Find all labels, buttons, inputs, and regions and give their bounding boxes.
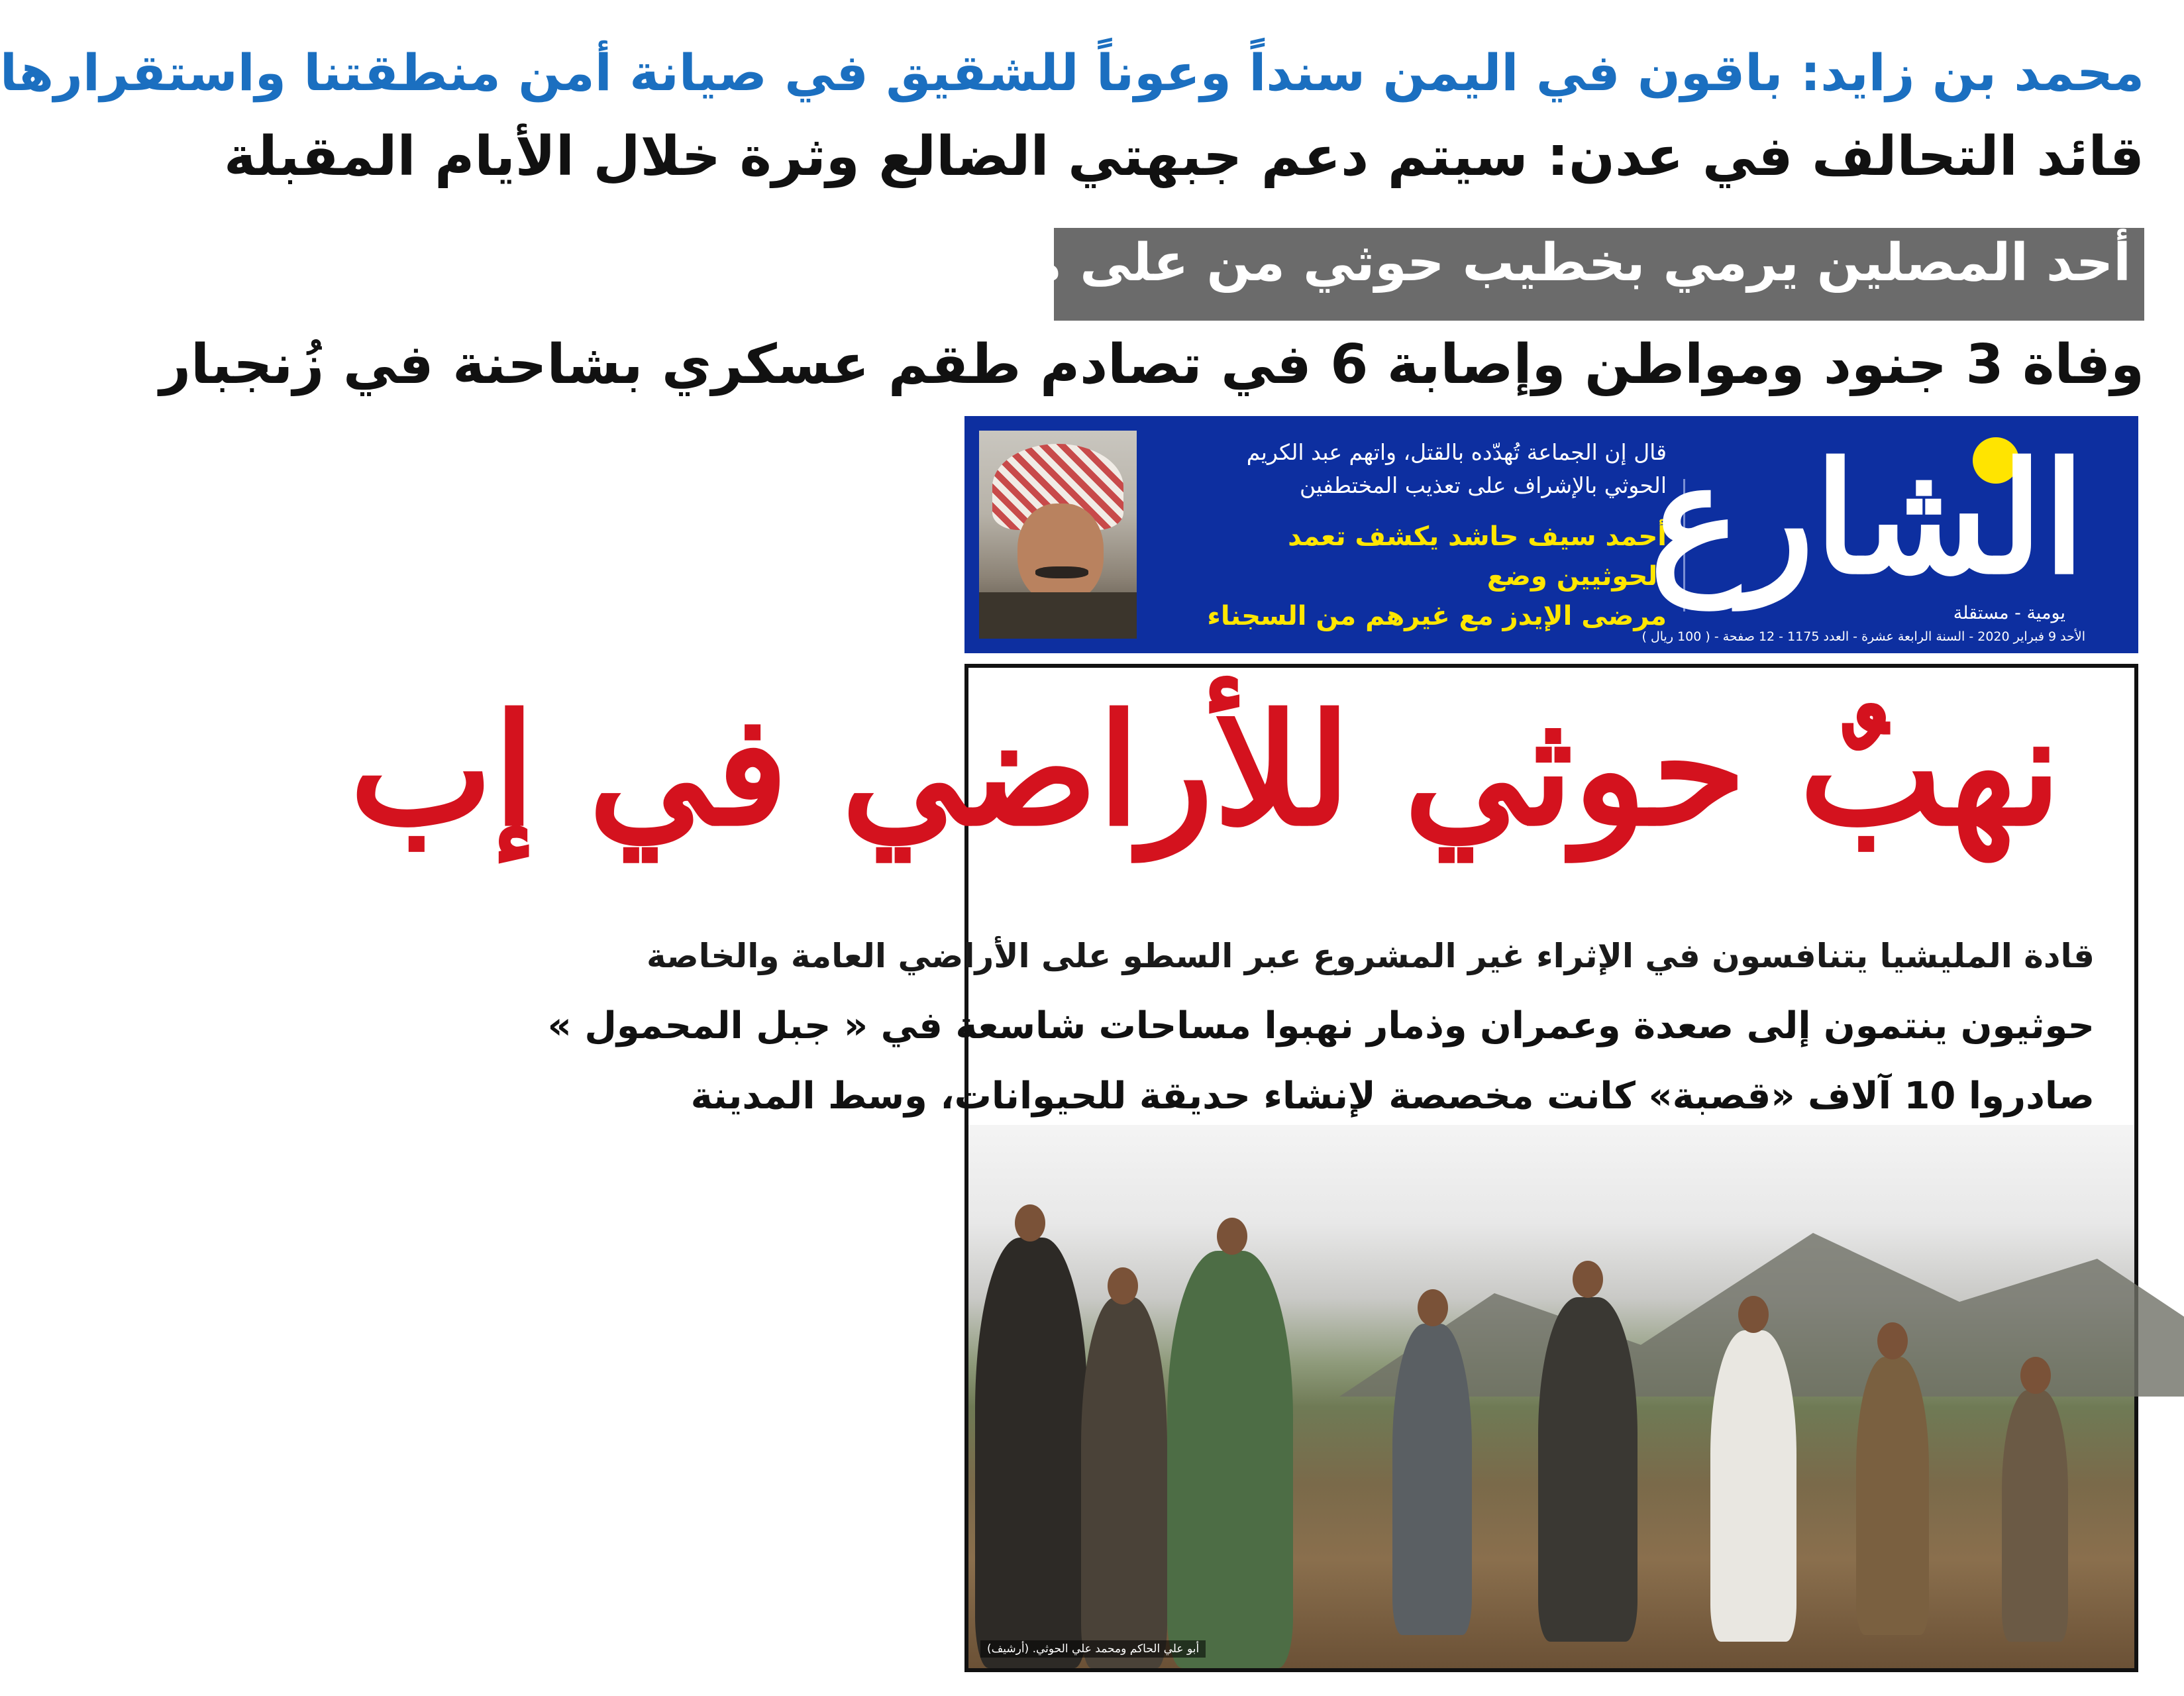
figure bbox=[1081, 1297, 1167, 1668]
masthead bbox=[964, 416, 2138, 653]
photo-caption: أبو علي الحاكم ومحمد علي الحوثي. (أرشيف) bbox=[980, 1640, 1206, 1658]
figure bbox=[1392, 1324, 1472, 1635]
teaser-headline: أحمد سيف حاشد يكشف تعمد الحوثيين وضع مرضى الإيدز مع غيرهم من السجناء bbox=[1207, 521, 1667, 631]
figure bbox=[975, 1238, 1088, 1668]
subhead-2: حوثيون ينتمون إلى صعدة وعمران وذمار نهبوا مساحات شاسعة في « جبل المحمول » bbox=[547, 1004, 2095, 1047]
figure-head bbox=[1015, 1204, 1045, 1242]
figure bbox=[1710, 1330, 1796, 1642]
logo-tagline: يومية - مستقلة bbox=[1953, 603, 2065, 623]
figure-head bbox=[1108, 1267, 1138, 1304]
newspaper-logo: الشارع bbox=[1649, 429, 2085, 608]
figure-head bbox=[1738, 1296, 1769, 1333]
figure-head bbox=[2020, 1357, 2051, 1394]
teaser-portrait-photo bbox=[979, 431, 1137, 639]
subhead-3: صادروا 10 آلاف «قصبة» كانت مخصصة لإنشاء حديقة للحيوانات، وسط المدينة bbox=[690, 1075, 2095, 1118]
teaser-kicker: قال إن الجماعة تُهدّده بالقتل، واتهم عبد الكريم الحوثي بالإشراف على تعذيب المختطفين bbox=[1246, 439, 1667, 498]
figure bbox=[1167, 1251, 1293, 1668]
figure-head bbox=[1418, 1289, 1448, 1326]
top-headline-1: محمد بن زايد: باقون في اليمن سنداً وعوناً للشقيق في صيانة أمن منطقتنا واستقرارها bbox=[0, 43, 2144, 102]
top-headline-3: أحد المصلين يرمي بخطيب حوثي من على منبر مسجد في «جُبن» bbox=[492, 233, 2131, 293]
figure bbox=[2002, 1390, 2068, 1642]
figure-head bbox=[1217, 1218, 1247, 1255]
main-story bbox=[349, 664, 2138, 1672]
issue-line: الأحد 9 فبراير 2020 - السنة الرابعة عشرة - العدد 1175 - 12 صفحة - ( 100 ريال ) bbox=[1641, 629, 2085, 644]
top-headline-2: قائد التحالف في عدن: سيتم دعم جبهتي الضالع وثرة خلال الأيام المقبلة bbox=[224, 125, 2144, 188]
figure bbox=[1538, 1297, 1638, 1642]
main-headline: نهبٌ حوثي للأراضي في إب bbox=[349, 681, 2061, 860]
figure-head bbox=[1877, 1322, 1908, 1359]
main-story-photo bbox=[968, 1125, 2134, 1668]
subhead-1: قادة المليشيا يتنافسون في الإثراء غير المشروع عبر السطو على الأراضي العامة والخاصة bbox=[647, 937, 2095, 975]
top-headline-4: وفاة 3 جنود ومواطن وإصابة 6 في تصادم طقم عسكري بشاحنة في زُنجبار bbox=[159, 333, 2144, 396]
figure bbox=[1856, 1357, 1929, 1635]
figure-head bbox=[1573, 1261, 1603, 1298]
